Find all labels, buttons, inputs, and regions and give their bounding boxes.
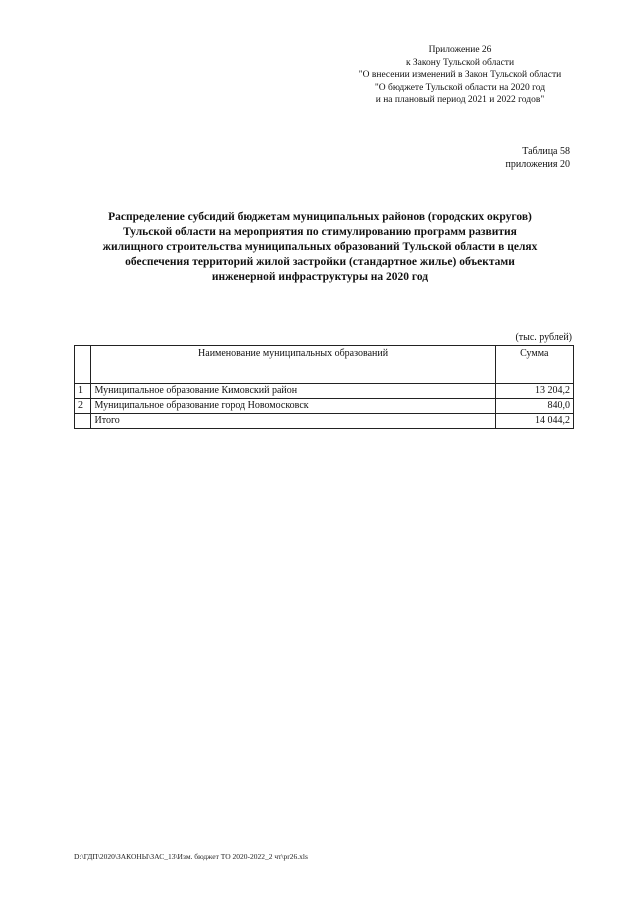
appendix-line-3: "О внесении изменений в Закон Тульской области bbox=[358, 70, 562, 80]
header-num bbox=[75, 346, 91, 384]
title-line-4: обеспечения территорий жилой застройки (стандартное жилье) объектами bbox=[125, 256, 515, 268]
table-ref-line-2: приложения 20 bbox=[505, 159, 570, 170]
header-name: Наименование муниципальных образований bbox=[91, 346, 495, 384]
appendix-header-note bbox=[340, 44, 580, 107]
row-name: Муниципальное образование город Новомосковск bbox=[91, 399, 495, 414]
row-sum: 840,0 bbox=[495, 399, 573, 414]
table-reference bbox=[470, 145, 570, 171]
total-label: Итого bbox=[91, 414, 495, 429]
total-num bbox=[75, 414, 91, 429]
row-name: Муниципальное образование Кимовский район bbox=[91, 384, 495, 399]
document-title bbox=[70, 210, 570, 285]
table-row bbox=[75, 384, 574, 399]
table-total-row bbox=[75, 414, 574, 429]
row-num: 2 bbox=[75, 399, 91, 414]
subsidy-table bbox=[74, 345, 574, 429]
row-sum: 13 204,2 bbox=[495, 384, 573, 399]
title-line-5: инженерной инфраструктуры на 2020 год bbox=[211, 271, 429, 283]
appendix-line-4: "О бюджете Тульской области на 2020 год bbox=[374, 82, 546, 93]
table-row bbox=[75, 399, 574, 414]
table-ref-line-1: Таблица 58 bbox=[522, 146, 570, 157]
appendix-line-1: Приложение 26 bbox=[428, 45, 492, 55]
unit-label: (тыс. рублей) bbox=[515, 332, 572, 343]
appendix-line-5: и на плановый период 2021 и 2022 годов" bbox=[375, 95, 545, 105]
title-line-1: Распределение субсидий бюджетам муниципальных районов (городских округов) bbox=[108, 211, 532, 223]
table-header-row bbox=[75, 346, 574, 384]
row-num: 1 bbox=[75, 384, 91, 399]
header-sum: Сумма bbox=[495, 346, 573, 384]
file-path-footer: D:\ГДП\2020\ЗАКОНЫ\ЗАС_13\Изм. бюджет ТО 2020-2022_2 чт\pr26.xls bbox=[74, 852, 308, 861]
title-line-2: Тульской области на мероприятия по стимулированию программ развития bbox=[123, 226, 517, 238]
title-line-3: жилищного строительства муниципальных образований Тульской области в целях bbox=[102, 241, 538, 253]
total-sum: 14 044,2 bbox=[495, 414, 573, 429]
appendix-line-2: к Закону Тульской области bbox=[405, 57, 515, 68]
